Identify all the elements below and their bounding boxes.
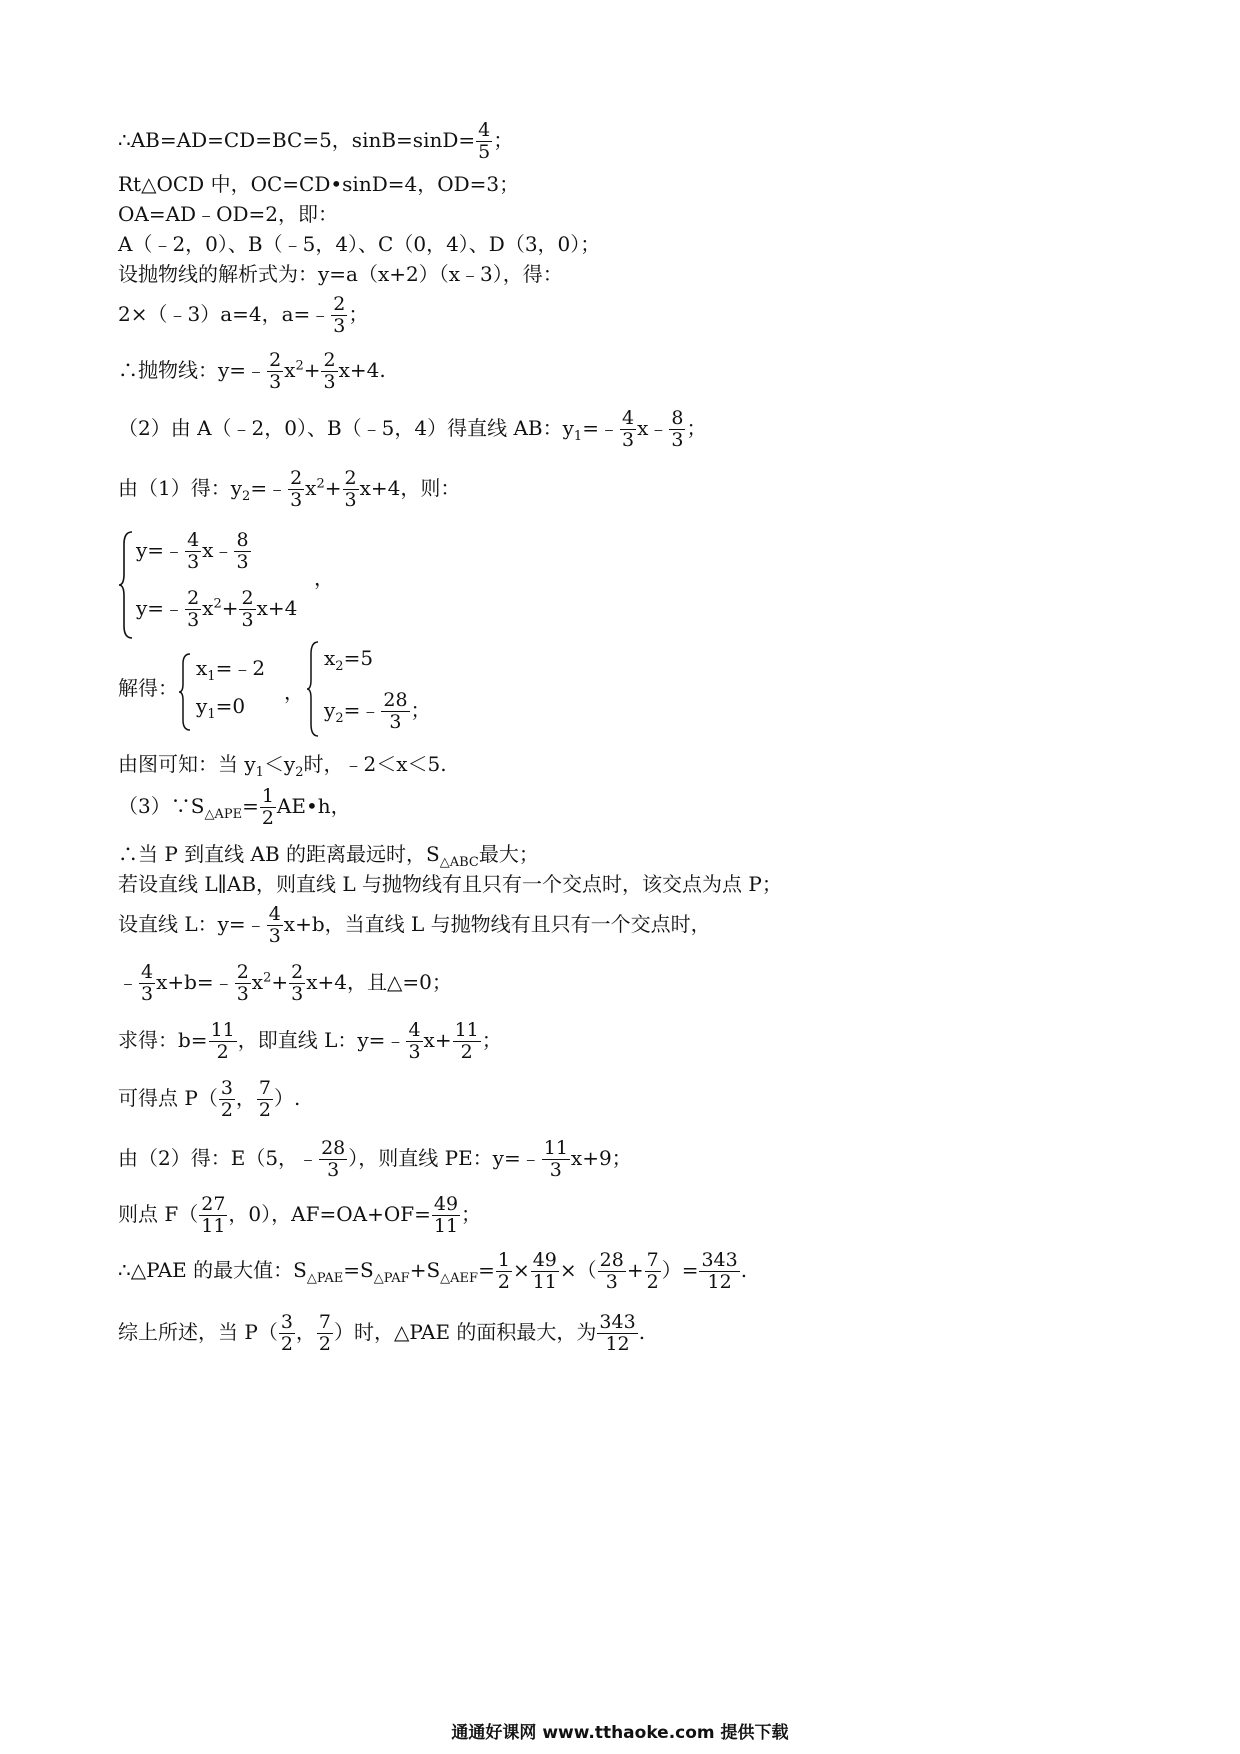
text: 2×（﹣3）a=4，a=﹣	[118, 302, 331, 326]
fraction: $\frac{343}{12}$	[599, 1311, 636, 1355]
text: ）.	[274, 1086, 301, 1110]
fraction: $\frac{4}{3}$	[187, 529, 200, 573]
fraction: $\frac{4}{3}$	[141, 961, 154, 1005]
text: x+b，当直线 L 与抛物线有且只有一个交点时，	[283, 912, 711, 936]
subscript: 1	[207, 669, 216, 684]
text: x+	[423, 1028, 452, 1052]
text: y	[196, 694, 208, 718]
solution-row-y	[196, 694, 245, 722]
solution-1	[178, 652, 288, 734]
text: =0	[215, 694, 246, 718]
superscript: 2	[295, 358, 304, 374]
text: x	[284, 358, 296, 382]
line-2: Rt△OCD 中，OC=CD•sinD=4，OD=3；	[118, 172, 520, 196]
fraction: $\frac{2}{3}$	[290, 467, 303, 511]
fraction: $\frac{2}{3}$	[344, 467, 357, 511]
text: x	[305, 476, 317, 500]
text: 由图可知：当 y	[118, 752, 256, 776]
text: y=﹣	[136, 538, 185, 562]
line-10	[118, 676, 178, 700]
text: =﹣	[343, 698, 381, 722]
text: 解得：	[118, 676, 178, 700]
text: x﹣	[202, 538, 234, 562]
line-15	[118, 904, 711, 947]
text: 则点 F（	[118, 1202, 199, 1226]
fraction: $\frac{7}{2}$	[318, 1311, 332, 1355]
text: AE•h，	[276, 794, 351, 818]
fraction: $\frac{4}{3}$	[621, 407, 635, 451]
line-21: ∴△PAE 的最大值：$S_{\triangle PAE}=S_{\triangle PAF}+S_{\triangle AEF}=$ $\frac{1}{2}$ × $\frac{49}{11}$ ×（ $\frac{28}{3}$ + $\frac{7}{2}$ ）= $\frac{343}{12}$ .	[118, 1249, 748, 1293]
fraction: $\frac{28}{3}$	[383, 689, 408, 733]
line-1: ∴AB=AD=CD=BC=5，sinB=sinD= $\frac{4}{5}$ ；	[118, 119, 514, 163]
text: 由（2）得：E（5，﹣	[118, 1146, 319, 1170]
text: x	[196, 656, 208, 680]
fraction: $\frac{2}{3}$	[323, 349, 336, 393]
fraction: $\frac{1}{2}$	[497, 1249, 510, 1293]
system-row-1	[136, 530, 252, 573]
fraction: $\frac{3}{2}$	[280, 1311, 293, 1355]
text: x+4	[256, 596, 298, 620]
fraction: $\frac{343}{12}$	[701, 1249, 738, 1293]
fraction: $\frac{3}{2}$	[220, 1077, 233, 1121]
fraction: $\frac{2}{3}$	[187, 587, 200, 631]
text: ∴AB=AD=CD=BC=5，sinB=sinD=	[118, 128, 476, 152]
line-7	[118, 350, 386, 393]
text: +	[303, 358, 321, 382]
superscript: 2	[316, 476, 325, 492]
line-17: 求得：b= $\frac{11}{2}$ ，即直线 L：y=﹣ $\frac{4}{3}$ x+ $\frac{11}{2}$ ；	[118, 1019, 502, 1063]
fraction: $\frac{49}{11}$	[532, 1249, 557, 1293]
fraction: $\frac{11}{2}$	[454, 1019, 479, 1063]
equation-system-1	[118, 530, 338, 640]
text: ），则直线 PE：y=﹣	[348, 1146, 541, 1170]
text: y	[324, 698, 336, 722]
text: x+4，且△=0；	[306, 970, 452, 994]
line-8: （2）由 A（﹣2，0）、B（﹣5，4）得直线 AB：$y_1=﹣$ $\frac{4}{3}$ x﹣ $\frac{8}{3}$ ；	[118, 407, 707, 451]
line-5: 设抛物线的解析式为：y=a（x+2）（x﹣3），得：	[118, 262, 563, 286]
subscript: △ABC	[439, 855, 479, 870]
text: =﹣	[582, 416, 619, 440]
text: 可得点 P（	[118, 1086, 218, 1110]
text: 求得：b=	[118, 1028, 208, 1052]
text: x+b=﹣	[156, 970, 234, 994]
subscript: △PAF	[373, 1271, 410, 1286]
line-19	[118, 1138, 632, 1181]
subscript: 1	[255, 765, 264, 780]
subscript: △PAE	[306, 1271, 344, 1286]
comma: ，	[284, 680, 304, 704]
solution-row-x	[196, 652, 265, 684]
text: 时，﹣2＜x＜5.	[303, 752, 447, 776]
text: （2）由 A（﹣2，0）、B（﹣5，4）得直线 AB：y	[118, 416, 574, 440]
text: =S	[343, 1258, 374, 1282]
fraction: $\frac{2}{3}$	[333, 293, 346, 337]
text: ×	[512, 1258, 530, 1282]
text: 设直线 L：y=﹣	[118, 912, 266, 936]
text: =5	[343, 646, 374, 670]
fraction: $\frac{2}{3}$	[291, 961, 304, 1005]
superscript: 2	[263, 970, 272, 986]
fraction: $\frac{8}{3}$	[671, 407, 684, 451]
line-14: 若设直线 L∥AB，则直线 L 与抛物线有且只有一个交点时，该交点为点 P；	[118, 872, 782, 896]
text: +S	[409, 1258, 441, 1282]
subscript: 2	[295, 765, 304, 780]
text: ，0），AF=OA+OF=	[228, 1202, 431, 1226]
fraction: $\frac{2}{3}$	[269, 349, 282, 393]
text: +	[324, 476, 342, 500]
fraction: $\frac{11}{2}$	[210, 1019, 235, 1063]
line-9	[118, 468, 460, 511]
brace-icon	[178, 652, 192, 732]
fraction: $\frac{7}{2}$	[646, 1249, 659, 1293]
fraction: $\frac{8}{3}$	[236, 529, 249, 573]
fraction: $\frac{7}{2}$	[258, 1077, 272, 1121]
fraction: $\frac{28}{3}$	[599, 1249, 624, 1293]
text: =	[242, 794, 259, 818]
text: x+4.	[338, 358, 386, 382]
text: +	[626, 1258, 644, 1282]
brace-icon	[306, 640, 320, 738]
superscript: 2	[213, 596, 222, 612]
system-row-2	[136, 588, 297, 631]
text: x+4，则：	[359, 476, 461, 500]
text: =﹣2	[215, 656, 266, 680]
text: ，	[314, 566, 334, 590]
fraction: $\frac{49}{11}$	[433, 1193, 459, 1237]
subscript: 2	[242, 489, 251, 504]
solution-row-x	[324, 646, 373, 674]
text: x	[324, 646, 336, 670]
text: +	[271, 970, 289, 994]
text: ）=	[661, 1258, 699, 1282]
text: x	[202, 596, 214, 620]
fraction: $\frac{4}{3}$	[408, 1019, 421, 1063]
fraction: $\frac{1}{2}$	[261, 785, 274, 829]
line-12	[118, 786, 351, 829]
fraction: $\frac{28}{3}$	[321, 1137, 346, 1181]
line-6: 2×（﹣3）a=4，a=﹣ $\frac{2}{3}$ ；	[118, 293, 369, 337]
subscript: 2	[335, 659, 344, 674]
text: ＜y	[263, 752, 296, 776]
text: ）时，△PAE 的面积最大，为	[334, 1320, 597, 1344]
line-4: A（﹣2，0）、B（﹣5，4）、C（0，4）、D（3，0）；	[118, 232, 601, 256]
text: 综上所述，当 P（	[118, 1320, 278, 1344]
solution-row-y: $y_2=﹣$ $\frac{28}{3}$ ；	[324, 689, 431, 733]
subscript: △APE	[204, 807, 243, 822]
fraction: $\frac{27}{11}$	[201, 1193, 226, 1237]
brace-icon	[118, 530, 134, 640]
text: 由（1）得：y	[118, 476, 243, 500]
subscript: 1	[207, 707, 216, 722]
solution-2	[306, 640, 436, 740]
text: 最大；	[478, 842, 539, 866]
text: ∴当 P 到直线 AB 的距离最远时，S	[118, 842, 440, 866]
line-18	[118, 1078, 300, 1121]
fraction: $\frac{4}{3}$	[268, 903, 281, 947]
line-13	[118, 842, 539, 875]
text: =	[478, 1258, 495, 1282]
line-20: 则点 F（ $\frac{27}{11}$ ，0），AF=OA+OF= $\frac{49}{11}$ ；	[118, 1193, 482, 1237]
subscript: △AEF	[440, 1271, 479, 1286]
text: ×（	[559, 1258, 597, 1282]
fraction: $\frac{11}{3}$	[543, 1137, 568, 1181]
text: y=﹣	[136, 596, 185, 620]
text: x﹣	[637, 416, 669, 440]
text: ﹣	[118, 970, 138, 994]
text: ，	[235, 1086, 256, 1110]
page-footer: 通通好课网 www.tthaoke.com 提供下载	[451, 1723, 789, 1743]
text: （3）∵S	[118, 794, 205, 818]
fraction: $\frac{4}{5}$	[478, 119, 491, 163]
text: ∴抛物线：y=﹣	[118, 358, 267, 382]
fraction: $\frac{2}{3}$	[236, 961, 249, 1005]
subscript: 1	[573, 429, 583, 444]
text: x+9；	[570, 1146, 632, 1170]
line-16	[118, 962, 452, 1005]
text: ，	[295, 1320, 316, 1344]
line-3: OA=AD﹣OD=2，即：	[118, 202, 338, 226]
fraction: $\frac{2}{3}$	[241, 587, 254, 631]
text: ，即直线 L：y=﹣	[237, 1028, 406, 1052]
line-11	[118, 752, 447, 785]
text: =﹣	[250, 476, 288, 500]
text: +	[221, 596, 239, 620]
text: x	[251, 970, 264, 994]
text: ∴△PAE 的最大值：S	[118, 1258, 307, 1282]
line-22: 综上所述，当 P（ $\frac{3}{2}$ ， $\frac{7}{2}$ ）时，△PAE 的面积最大，为 $\frac{343}{12}$ .	[118, 1311, 646, 1355]
subscript: 2	[335, 711, 344, 726]
